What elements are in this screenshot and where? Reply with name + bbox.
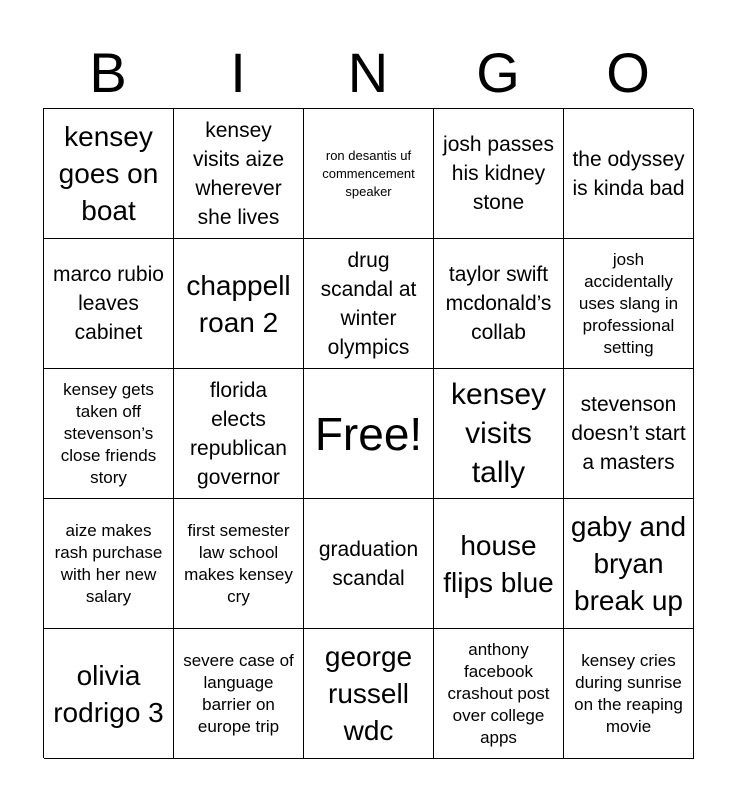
- cell-text: the odyssey is kinda bad: [572, 147, 685, 200]
- cell-text: kensey goes on boat: [58, 121, 159, 226]
- header-letter-b: B: [89, 41, 127, 104]
- bingo-cell[interactable]: [44, 239, 174, 369]
- cell-text: aize makes rash purchase with her new salary: [54, 520, 163, 606]
- bingo-cell[interactable]: [434, 499, 564, 629]
- bingo-cell[interactable]: [304, 239, 434, 369]
- bingo-cell[interactable]: [44, 369, 174, 499]
- bingo-cell[interactable]: [174, 499, 304, 629]
- cell-text: stevenson doesn’t start a masters: [571, 393, 686, 474]
- header-letter-i: I: [230, 41, 246, 104]
- bingo-cell[interactable]: [434, 109, 564, 239]
- cell-text: kensey cries during sunrise on the reaping movie: [574, 650, 683, 736]
- bingo-cell[interactable]: [434, 369, 564, 499]
- bingo-cell[interactable]: [564, 629, 694, 759]
- bingo-cell[interactable]: [564, 369, 694, 499]
- cell-text: house flips blue: [443, 529, 554, 598]
- cell-text: josh accidentally uses slang in professional setting: [578, 249, 679, 357]
- bingo-header: [43, 38, 693, 108]
- bingo-cell[interactable]: [174, 369, 304, 499]
- bingo-cell[interactable]: [44, 629, 174, 759]
- cell-text: taylor swift mcdonald’s collab: [445, 263, 552, 344]
- bingo-cell[interactable]: [174, 109, 304, 239]
- bingo-cell[interactable]: [304, 499, 434, 629]
- header-letter-n: N: [347, 41, 389, 104]
- bingo-cell[interactable]: [44, 109, 174, 239]
- cell-text: first semester law school makes kensey cry: [184, 520, 293, 606]
- header-letter-o: O: [606, 41, 650, 104]
- cell-text: kensey gets taken off stevenson’s close friends story: [60, 379, 157, 487]
- cell-text: severe case of language barrier on europe trip: [183, 650, 294, 736]
- cell-text: graduation scandal: [318, 537, 419, 590]
- cell-text: olivia rodrigo 3: [53, 659, 164, 728]
- bingo-cell[interactable]: [44, 499, 174, 629]
- header-letter-g: G: [476, 41, 520, 104]
- cell-text: marco rubio leaves cabinet: [53, 263, 164, 344]
- bingo-cell[interactable]: [564, 239, 694, 369]
- bingo-cell[interactable]: [304, 109, 434, 239]
- free-space-cell[interactable]: [304, 369, 434, 499]
- bingo-cell[interactable]: [434, 239, 564, 369]
- cell-text: kensey visits tally: [450, 378, 547, 489]
- bingo-cell[interactable]: [564, 109, 694, 239]
- cell-text: ron desantis uf commencement speaker: [322, 147, 415, 199]
- bingo-cell[interactable]: [564, 499, 694, 629]
- free-space-text: Free!: [314, 407, 423, 460]
- bingo-cell[interactable]: [434, 629, 564, 759]
- bingo-board: [43, 108, 693, 758]
- bingo-cell[interactable]: [304, 629, 434, 759]
- cell-text: george russell wdc: [324, 641, 413, 746]
- cell-text: florida elects republican governor: [190, 378, 287, 489]
- bingo-cell[interactable]: [174, 239, 304, 369]
- cell-text: kensey visits aize wherever she lives: [192, 118, 285, 229]
- cell-text: anthony facebook crashout post over college apps: [447, 639, 550, 747]
- cell-text: josh passes his kidney stone: [443, 133, 554, 214]
- cell-text: drug scandal at winter olympics: [320, 248, 417, 359]
- cell-text: gaby and bryan break up: [570, 511, 687, 616]
- cell-text: chappell roan 2: [186, 269, 291, 338]
- bingo-cell[interactable]: [174, 629, 304, 759]
